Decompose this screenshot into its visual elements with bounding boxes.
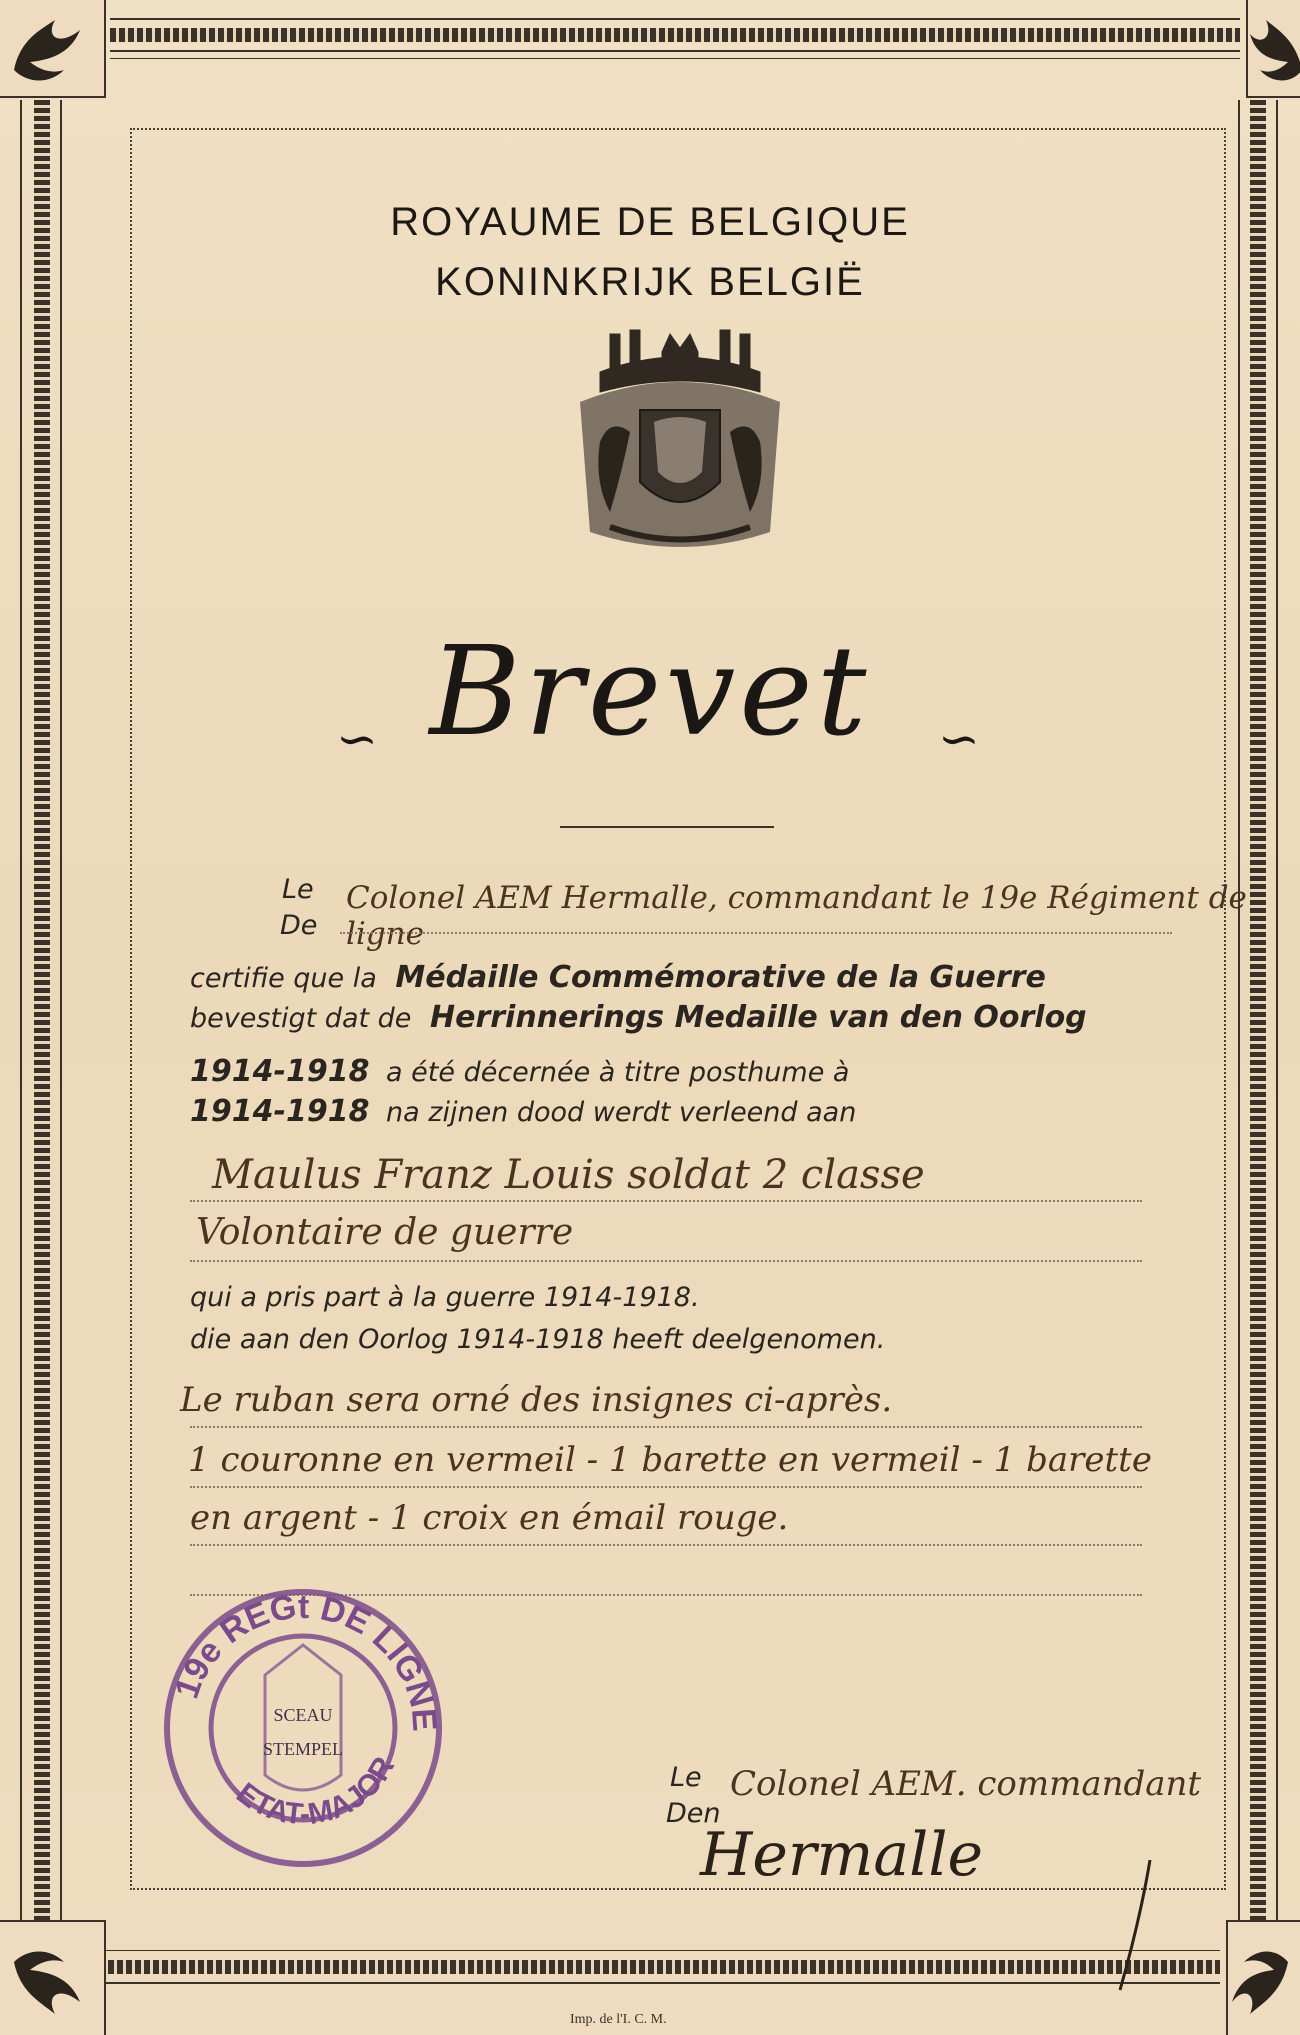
frame-chain-top (110, 28, 1240, 42)
ribbon-line-1: Le ruban sera orné des insignes ci-après. (180, 1380, 893, 1420)
stamp-bottom-text: ETAT-MAJOR (230, 1751, 402, 1832)
frame-chain-right (1250, 100, 1266, 1930)
regimental-stamp (160, 1585, 446, 1871)
award-nl (190, 1094, 856, 1129)
recipient-dotted-line-2 (190, 1260, 1142, 1262)
frame-rule-left-2 (60, 100, 62, 1930)
certify-fr-b: Médaille Commémorative de la Guerre (395, 960, 1046, 995)
document-title: Brevet (429, 620, 871, 764)
stamp-inner-2: STEMPEL (262, 1739, 344, 1759)
frame-rule-top-3 (110, 58, 1240, 59)
corner-ornament-top-left (0, 0, 106, 98)
stamp-inner-1: SCEAU (273, 1705, 333, 1725)
grantor-dotted-line (340, 932, 1172, 934)
certify-fr-a: certifie que la (190, 963, 377, 994)
recipient-status: Volontaire de guerre (196, 1212, 574, 1253)
signature-prefix-nl: Den (666, 1798, 721, 1829)
frame-rule-bottom (90, 1950, 1220, 1951)
ribbon-dotted-line-3 (190, 1544, 1142, 1546)
grantor-prefix-nl: De (280, 910, 318, 941)
frame-chain-bottom (90, 1960, 1220, 1974)
recipient-name: Maulus Franz Louis soldat 2 classe (212, 1152, 925, 1198)
ribbon-dotted-line-2 (190, 1486, 1142, 1488)
ribbon-dotted-line-1 (190, 1426, 1142, 1428)
participation-nl: die aan den Oorlog 1914-1918 heeft deelgenomen. (190, 1324, 886, 1355)
awarded-fr: a été décernée à titre posthume à (386, 1057, 850, 1088)
ribbon-line-2: 1 couronne en vermeil - 1 barette en vermeil - 1 barette (188, 1440, 1152, 1480)
printer-note: Imp. de l'I. C. M. (570, 2012, 667, 2027)
signature-prefix-fr: Le (670, 1762, 702, 1793)
certify-nl-b: Herrinnerings Medaille van den Oorlog (430, 1000, 1087, 1035)
corner-ornament-top-right (1246, 0, 1300, 98)
award-fr (190, 1054, 849, 1089)
frame-rule-top-2 (110, 50, 1240, 52)
left-flourish-icon: ∽ (336, 710, 378, 768)
certify-nl-a: bevestigt dat de (190, 1003, 412, 1034)
certify-nl (190, 1000, 1087, 1035)
participation-fr: qui a pris part à la guerre 1914-1918. (190, 1282, 700, 1313)
stamp-outer-text: 19e REGt DE LIGNE (167, 1587, 444, 1733)
frame-rule-top (110, 18, 1240, 20)
grantor-handwritten: Colonel AEM Hermalle, commandant le 19e Régiment de ligne (346, 880, 1247, 952)
coat-of-arms-emblem (570, 322, 790, 570)
years-nl: 1914-1918 (190, 1094, 370, 1129)
signature: Hermalle (700, 1820, 984, 1890)
grantor-prefix-fr: Le (282, 874, 314, 905)
ribbon-line-3: en argent - 1 croix en émail rouge. (190, 1498, 789, 1538)
signature-flourish (1110, 1860, 1170, 2000)
frame-rule-bottom-2 (90, 1982, 1220, 1984)
recipient-dotted-line-1 (190, 1200, 1142, 1202)
title-divider (560, 826, 774, 836)
header-line-fr: ROYAUME DE BELGIQUE (390, 200, 910, 244)
signatory-title: Colonel AEM. commandant (730, 1764, 1202, 1804)
awarded-nl: na zijnen dood werdt verleend aan (386, 1097, 857, 1128)
frame-rule-right-2 (1276, 100, 1278, 1930)
right-flourish-icon: ∽ (938, 710, 980, 768)
years-fr: 1914-1918 (190, 1054, 370, 1089)
corner-ornament-bottom-left (0, 1920, 106, 2035)
frame-rule-left (20, 100, 22, 1930)
header-line-nl: KONINKRIJK BELGIË (435, 260, 865, 304)
certify-fr (190, 960, 1046, 995)
corner-ornament-bottom-right (1226, 1920, 1300, 2035)
frame-rule-right (1238, 100, 1240, 1930)
frame-chain-left (34, 100, 50, 1930)
